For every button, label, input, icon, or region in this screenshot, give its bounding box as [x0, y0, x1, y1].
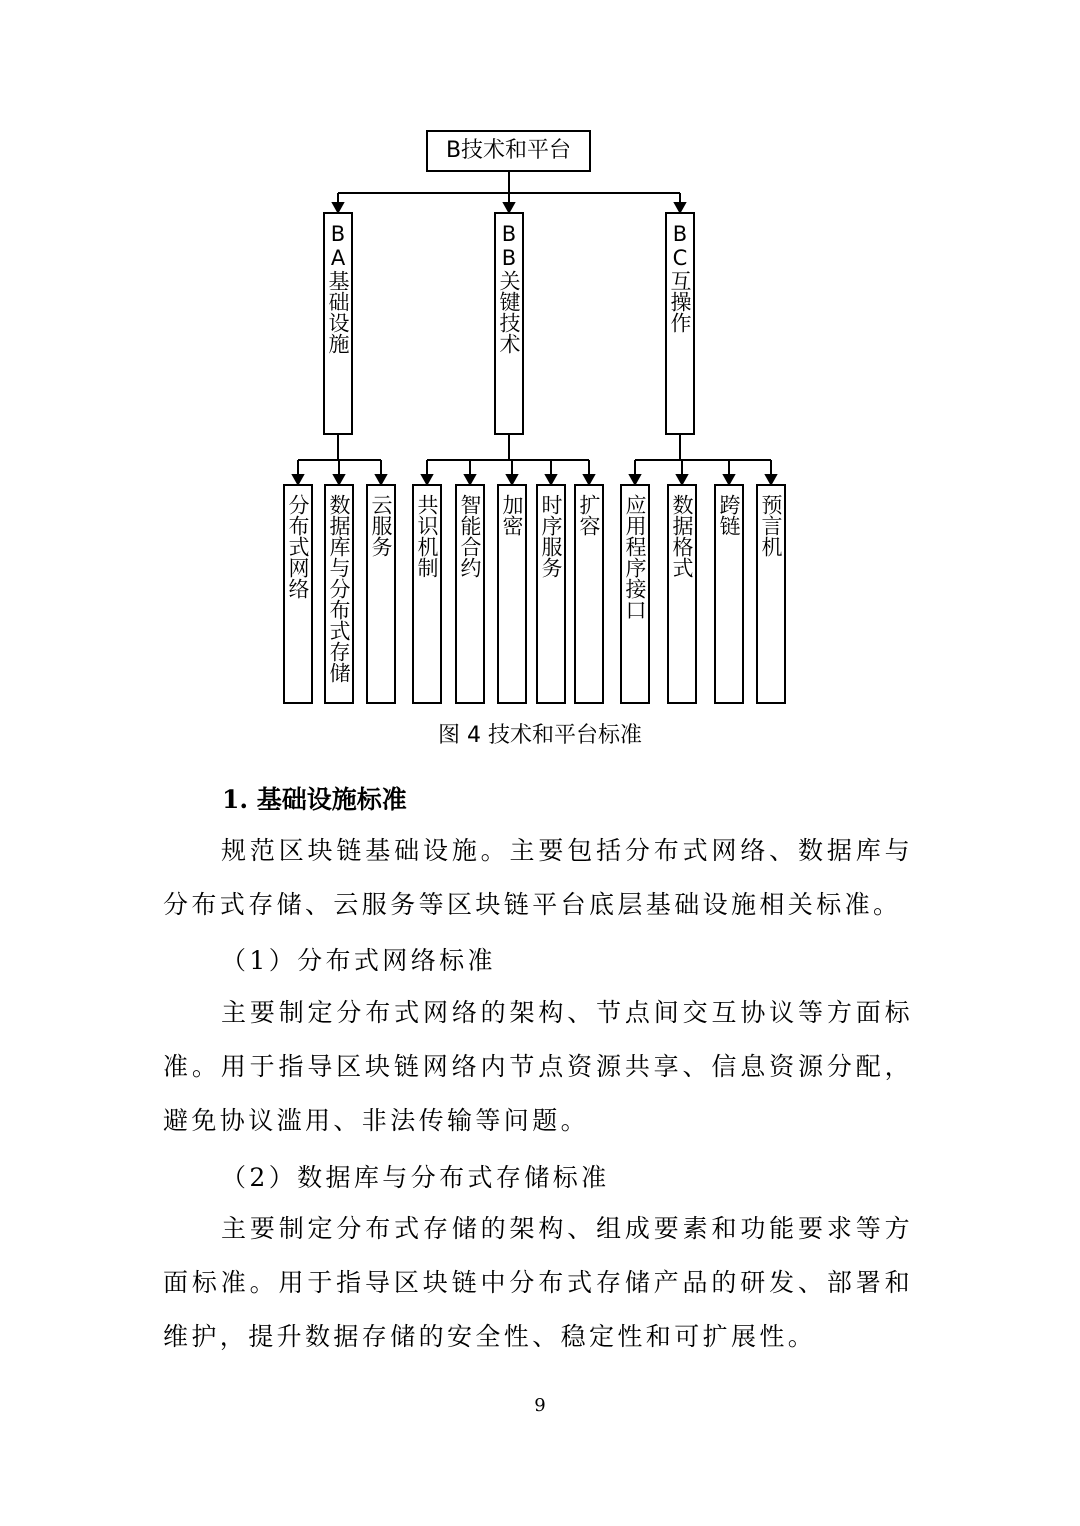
subsection-text-2: 主要制定分布式存储的架构、组成要素和功能要求等方面标准。用于指导区块链中分布式存储产品的研发、部署和维护，提升数据存储的安全性、稳定性和可扩展性。 [163, 1214, 913, 1351]
leaf-node: 加密 [497, 484, 527, 704]
connector-arrowhead [584, 475, 594, 484]
connector-arrowhead [546, 475, 556, 484]
leaf-node: 跨链 [714, 484, 744, 704]
connector-arrowhead [675, 203, 685, 212]
branch-node-ba-label: BA基础设施 [326, 222, 350, 354]
leaf-node: 云服务 [366, 484, 396, 704]
leaf-node: 共识机制 [412, 484, 442, 704]
tree-connectors [293, 172, 776, 484]
section-heading: 1. 基础设施标准 [222, 785, 407, 814]
intro-paragraph: 规范区块链基础设施。主要包括分布式网络、数据库与分布式存储、云服务等区块链平台底层基础设施相关标准。 [163, 836, 913, 919]
branch-node-bc [665, 212, 695, 435]
branch-node-ba [323, 212, 353, 435]
connector-arrowhead [677, 475, 687, 484]
root-node: B技术和平台 [426, 130, 591, 172]
leaf-node: 预言机 [756, 484, 786, 704]
connector-arrowhead [293, 475, 303, 484]
leaf-node: 时序服务 [536, 484, 566, 704]
subsection-title-1: （1）分布式网络标准 [221, 946, 496, 975]
leaf-node: 应用程序接口 [620, 484, 650, 704]
branch-node-bb-label: BB关键技术 [497, 222, 521, 354]
subsection-text-1: 主要制定分布式网络的架构、节点间交互协议等方面标准。用于指导区块链网络内节点资源共享、信息资源分配，避免协议滥用、非法传输等问题。 [163, 998, 913, 1135]
subsection-title-2: （2）数据库与分布式存储标准 [221, 1163, 610, 1192]
branch-node-bb [494, 212, 524, 435]
connector-arrowhead [507, 475, 517, 484]
branch-node-bc-label: BC互操作 [668, 222, 692, 333]
connector-arrowhead [422, 475, 432, 484]
leaf-node: 数据库与分布式存储 [324, 484, 354, 704]
leaf-node: 智能合约 [455, 484, 485, 704]
connector-arrowhead [334, 475, 344, 484]
figure-caption: 图 4 技术和平台标准 [438, 723, 642, 748]
connector-arrowhead [376, 475, 386, 484]
leaf-node: 数据格式 [667, 484, 697, 704]
connector-arrowhead [333, 203, 343, 212]
leaf-node: 分布式网络 [283, 484, 313, 704]
connector-arrowhead [766, 475, 776, 484]
connector-arrowhead [724, 475, 734, 484]
connector-arrowhead [465, 475, 475, 484]
leaf-node: 扩容 [574, 484, 604, 704]
page-number: 9 [534, 1395, 546, 1416]
connector-arrowhead [630, 475, 640, 484]
connector-arrowhead [504, 203, 514, 212]
